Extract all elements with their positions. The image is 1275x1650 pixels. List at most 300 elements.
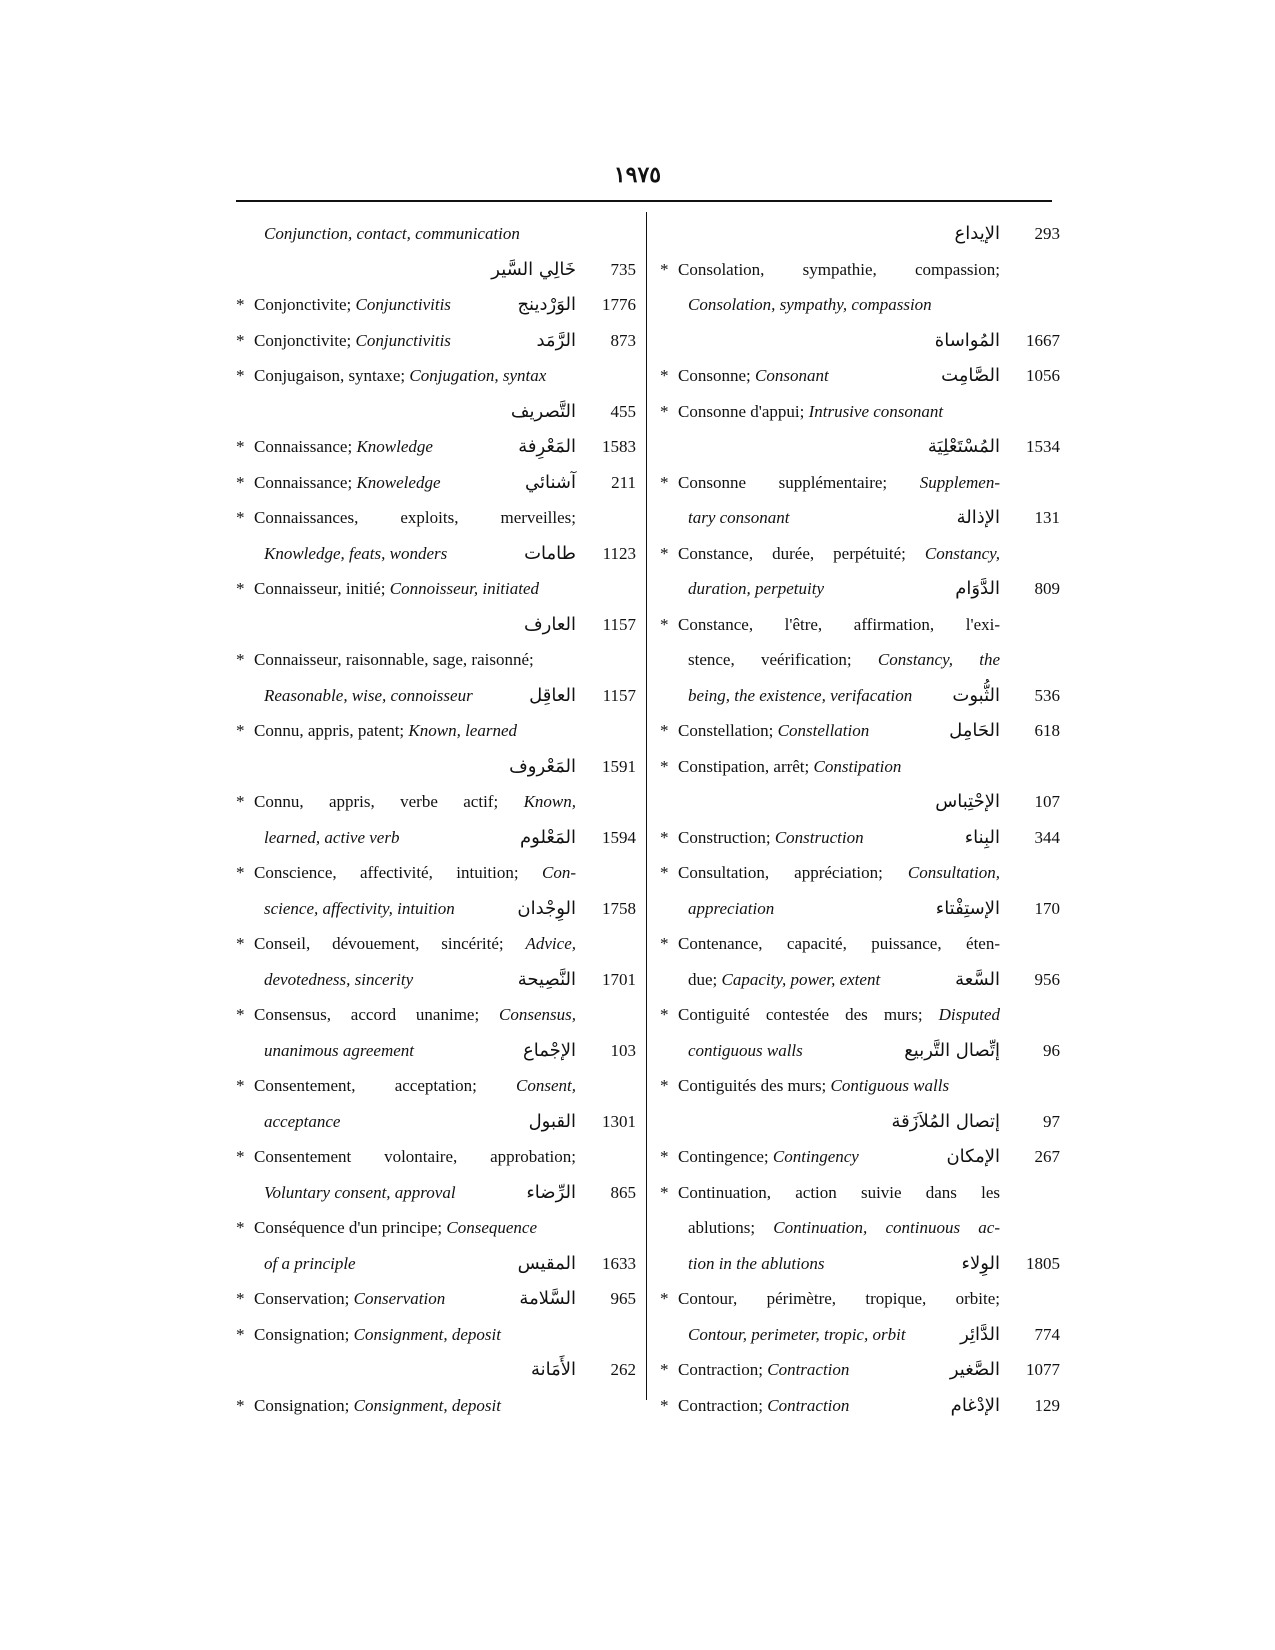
- english-term: Consonant: [754, 366, 829, 385]
- page-reference: 1301: [602, 1111, 636, 1131]
- entry-line: [236, 855, 636, 891]
- page-reference: 965: [610, 1289, 636, 1308]
- entry-line: [236, 252, 636, 288]
- entry-text: [688, 1317, 906, 1353]
- entry-line: [236, 891, 636, 927]
- french-term: Conjonctivite;: [254, 295, 356, 314]
- entry-line: [236, 394, 636, 430]
- english-term: learned, active verb: [264, 827, 400, 847]
- arabic-term: الصَّامِت: [941, 365, 1000, 386]
- french-term: Connu, appris, verbe actif;: [254, 792, 524, 811]
- entry-line: [236, 536, 636, 572]
- english-term: Voluntary consent, approval: [264, 1182, 456, 1202]
- english-term: Constellation: [777, 721, 870, 740]
- english-term: Continuation, continuous ac-: [773, 1218, 1001, 1237]
- entry-line: [660, 891, 1060, 927]
- entry-text: [254, 358, 576, 394]
- entry-line: [236, 749, 636, 785]
- entry-text: [264, 678, 473, 714]
- entry-text: [678, 997, 1000, 1033]
- english-term: Known, learned: [408, 721, 518, 740]
- french-term: Connaissances, exploits, merveilles;: [254, 508, 576, 527]
- english-term: Consignment, deposit: [353, 1395, 501, 1415]
- entry-marker: *: [236, 472, 245, 492]
- entry-line: [660, 1068, 1060, 1104]
- entry-marker: *: [660, 366, 669, 385]
- entry-line: [236, 1139, 636, 1175]
- english-term: Constancy, the: [877, 650, 1000, 669]
- english-term: Construction: [774, 827, 864, 847]
- entry-line: [236, 1210, 636, 1246]
- entry-line: [660, 1352, 1060, 1388]
- english-term: Constancy,: [924, 543, 1000, 563]
- french-term: Connaisseur, raisonnable, sage, raisonné;: [254, 650, 534, 669]
- entry-line: [236, 820, 636, 856]
- entry-line: [236, 429, 636, 465]
- french-term: Contenance, capacité, puissance, éten-: [678, 934, 1000, 953]
- english-term: Consignment, deposit: [353, 1324, 501, 1344]
- entry-text: [254, 855, 576, 891]
- arabic-term: الأَمَانة: [530, 1359, 576, 1380]
- entry-line: [660, 1033, 1060, 1069]
- french-term: Consonne;: [678, 366, 755, 385]
- english-term: Disputed: [938, 1005, 1000, 1024]
- entry-marker: *: [236, 1076, 245, 1095]
- page-reference: 1805: [1026, 1253, 1060, 1273]
- french-term: Contingence;: [678, 1147, 773, 1166]
- french-term: Continuation, action suivie dans les: [678, 1182, 1000, 1202]
- arabic-term: المَعْروف: [509, 755, 576, 777]
- entry-marker: *: [660, 756, 669, 776]
- english-term: Consolation, sympathy, compassion: [688, 295, 932, 314]
- arabic-term: الإجْماع: [522, 1039, 576, 1061]
- entry-line: [236, 1281, 636, 1317]
- english-term: Conjunctivitis: [355, 295, 451, 314]
- english-term: Contraction: [767, 1395, 850, 1415]
- english-term: Conjunction, contact, communication: [264, 224, 520, 243]
- french-term: Consolation, sympathie, compassion;: [678, 259, 1000, 279]
- french-term: ablutions;: [688, 1218, 774, 1237]
- entry-line: [660, 749, 1060, 785]
- page-reference: 103: [610, 1040, 636, 1060]
- entry-text: [678, 465, 1000, 501]
- french-term: due;: [688, 969, 722, 989]
- entry-line: [236, 962, 636, 998]
- entry-marker: *: [236, 934, 245, 953]
- entry-marker: *: [660, 1395, 669, 1415]
- entry-line: [660, 678, 1060, 714]
- arabic-term: الإيداع: [954, 223, 1000, 244]
- page-reference: 262: [610, 1360, 636, 1379]
- french-term: Conjugaison, syntaxe;: [254, 366, 410, 385]
- entry-marker: *: [236, 295, 245, 314]
- page-reference: 1534: [1026, 437, 1060, 456]
- entry-text: [264, 216, 576, 252]
- entry-line: [660, 429, 1060, 465]
- english-term: Conjugation, syntax: [409, 366, 547, 385]
- entry-line: [236, 1068, 636, 1104]
- french-term: Consignation;: [254, 1324, 354, 1344]
- entry-line: [660, 607, 1060, 643]
- page-reference: 1077: [1026, 1360, 1060, 1379]
- page-reference: 1157: [602, 685, 636, 705]
- entry-text: [254, 1388, 576, 1424]
- english-term: tion in the ablutions: [688, 1253, 825, 1273]
- entry-line: [660, 500, 1060, 536]
- english-term: Knoweledge: [356, 472, 441, 492]
- french-term: Constellation;: [678, 721, 778, 740]
- entry-text: [264, 1104, 461, 1140]
- entry-text: [688, 1033, 885, 1069]
- entry-marker: *: [660, 721, 669, 740]
- entry-line: [236, 216, 636, 252]
- entry-line: [236, 713, 636, 749]
- entry-text: [678, 394, 1000, 430]
- entry-text: [254, 571, 576, 607]
- entry-line: [660, 1388, 1060, 1424]
- english-term: Consensus,: [499, 1005, 576, 1024]
- page-reference: 774: [1034, 1324, 1060, 1344]
- entry-marker: *: [236, 1147, 245, 1166]
- entry-marker: *: [236, 863, 245, 882]
- arabic-term: السَّلامة: [519, 1288, 576, 1309]
- page-reference: 735: [610, 259, 636, 279]
- arabic-term: الرَّمَد: [536, 329, 576, 351]
- entry-text: [678, 1281, 1000, 1317]
- arabic-term: طامات: [524, 542, 576, 564]
- entry-text: [678, 607, 1000, 643]
- french-term: Conséquence d'un principe;: [254, 1218, 447, 1237]
- entry-line: [236, 1033, 636, 1069]
- entry-line: [660, 855, 1060, 891]
- arabic-term: الدَّوَام: [955, 578, 1000, 599]
- entry-line: [236, 1388, 636, 1424]
- english-term: Intrusive consonant: [808, 401, 944, 421]
- entry-line: [660, 784, 1060, 820]
- english-term: Contraction: [767, 1360, 850, 1379]
- entry-line: [236, 500, 636, 536]
- entry-text: [678, 536, 1000, 572]
- french-term: Contraction;: [678, 1395, 768, 1415]
- entry-text: [254, 323, 461, 359]
- english-term: acceptance: [264, 1111, 341, 1131]
- arabic-term: الرِّضاء: [526, 1181, 576, 1203]
- entry-text: [254, 784, 576, 820]
- entry-marker: *: [236, 721, 245, 740]
- english-term: Connoisseur, initiated: [389, 579, 540, 598]
- page-reference: 1123: [602, 543, 636, 563]
- entry-line: [236, 1352, 636, 1388]
- french-term: Connaissance;: [254, 437, 357, 456]
- entry-text: [264, 962, 461, 998]
- entry-line: [660, 252, 1060, 288]
- entry-text: [254, 642, 576, 678]
- entry-line: [660, 713, 1060, 749]
- entry-text: [678, 820, 885, 856]
- entry-line: [236, 1104, 636, 1140]
- entry-marker: *: [660, 259, 669, 279]
- page-reference: 956: [1034, 969, 1060, 989]
- english-term: science, affectivity, intuition: [264, 898, 455, 918]
- entry-text: [688, 1210, 1000, 1246]
- entry-text: [678, 713, 885, 749]
- english-term: contiguous walls: [688, 1040, 803, 1060]
- french-term: Constance, l'être, affirmation, l'exi-: [678, 614, 1000, 634]
- page-reference: 96: [1043, 1040, 1060, 1060]
- arabic-term: إتِّصال التَّربيع: [904, 1039, 1000, 1061]
- english-term: Knowledge, feats, wonders: [264, 543, 448, 563]
- page-reference: 344: [1034, 827, 1060, 847]
- entry-text: [678, 1139, 885, 1175]
- english-term: Supplemen-: [919, 472, 1000, 492]
- entry-line: [660, 287, 1060, 323]
- entry-text: [678, 1175, 1000, 1211]
- entry-line: [236, 642, 636, 678]
- page-reference: 1583: [602, 437, 636, 456]
- arabic-term: التَّصريف: [510, 400, 576, 422]
- page-reference: 107: [1034, 792, 1060, 811]
- page-reference: 1701: [602, 969, 636, 989]
- entry-line: [660, 216, 1060, 252]
- entry-text: [264, 820, 461, 856]
- arabic-term: السَّعة: [955, 968, 1000, 990]
- french-term: Connaissance;: [254, 472, 357, 492]
- entry-marker: *: [236, 579, 245, 598]
- french-term: Contraction;: [678, 1360, 768, 1379]
- entry-text: [264, 1175, 461, 1211]
- arabic-term: الوِجْدان: [517, 897, 576, 919]
- entry-marker: *: [660, 827, 669, 847]
- english-term: Knowledge: [356, 437, 433, 456]
- french-term: Consentement volontaire, approbation;: [254, 1147, 576, 1166]
- page-reference: 873: [610, 330, 636, 350]
- english-term: of a principle: [264, 1253, 356, 1273]
- french-term: Consensus, accord unanime;: [254, 1005, 500, 1024]
- french-term: Conseil, dévouement, sincérité;: [254, 934, 526, 953]
- page-reference: 1633: [602, 1253, 636, 1273]
- entry-line: [236, 926, 636, 962]
- english-term: Con-: [542, 863, 576, 882]
- entry-marker: *: [660, 543, 669, 563]
- entry-line: [660, 1317, 1060, 1353]
- arabic-term: العارف: [523, 613, 576, 635]
- english-term: Advice,: [525, 934, 576, 953]
- entry-marker: *: [660, 472, 669, 492]
- english-term: unanimous agreement: [264, 1040, 414, 1060]
- english-term: Consultation,: [907, 863, 1000, 882]
- right-column: [660, 216, 1060, 1423]
- entry-text: [678, 855, 1000, 891]
- page-reference: 536: [1034, 685, 1060, 705]
- entry-text: [688, 287, 1000, 323]
- page-reference: 1591: [602, 756, 636, 776]
- english-term: Contour, perimeter, tropic, orbit: [688, 1324, 906, 1344]
- entry-line: [660, 820, 1060, 856]
- french-term: Connaisseur, initié;: [254, 579, 390, 598]
- french-term: stence, veérification;: [688, 650, 878, 669]
- page-reference: 267: [1034, 1147, 1060, 1166]
- entry-line: [660, 997, 1060, 1033]
- english-term: Contingency: [772, 1147, 859, 1166]
- entry-line: [660, 394, 1060, 430]
- french-term: Consentement, acceptation;: [254, 1076, 517, 1095]
- arabic-term: الإدْغام: [950, 1394, 1000, 1416]
- entry-line: [660, 962, 1060, 998]
- french-term: Consignation;: [254, 1395, 354, 1415]
- entry-marker: *: [236, 1218, 245, 1237]
- entry-marker: *: [660, 401, 669, 421]
- entry-marker: *: [660, 934, 669, 953]
- arabic-term: الإذالة: [956, 507, 1000, 528]
- page-reference: 1157: [602, 614, 636, 634]
- entry-text: [254, 1210, 576, 1246]
- entry-text: [264, 536, 461, 572]
- entry-line: [660, 465, 1060, 501]
- entry-text: [264, 891, 461, 927]
- entry-marker: *: [236, 1395, 245, 1415]
- entry-line: [660, 1210, 1060, 1246]
- entry-line: [236, 571, 636, 607]
- entry-marker: *: [236, 508, 245, 527]
- arabic-term: الحَامِل: [949, 720, 1000, 741]
- page-reference: 455: [610, 401, 636, 421]
- entry-marker: *: [236, 330, 245, 350]
- arabic-term: الوِلاء: [961, 1252, 1000, 1274]
- arabic-term: الوَرْدينج: [517, 294, 576, 315]
- page-reference: 211: [611, 472, 636, 492]
- page-reference: 131: [1034, 508, 1060, 527]
- page-number: ١٩٧٥: [613, 162, 662, 187]
- arabic-term: خَالِي السَّير: [491, 258, 576, 280]
- entry-line: [236, 358, 636, 394]
- french-term: Consonne d'appui;: [678, 401, 809, 421]
- entry-text: [688, 1246, 885, 1282]
- entry-text: [678, 252, 1000, 288]
- entry-line: [660, 1139, 1060, 1175]
- arabic-term: الثُّبوت: [952, 684, 1000, 706]
- entry-text: [688, 962, 885, 998]
- french-term: Connu, appris, patent;: [254, 721, 409, 740]
- entry-line: [660, 1104, 1060, 1140]
- entry-marker: *: [236, 1005, 245, 1024]
- entry-marker: *: [660, 1289, 669, 1308]
- entry-text: [254, 1139, 576, 1175]
- entry-marker: *: [660, 614, 669, 634]
- entry-text: [688, 500, 885, 536]
- entry-text: [254, 465, 461, 501]
- page-reference: 618: [1034, 721, 1060, 740]
- french-term: Consonne supplémentaire;: [678, 472, 920, 492]
- page-reference: 97: [1043, 1111, 1060, 1131]
- entry-line: [236, 607, 636, 643]
- entry-text: [254, 1281, 461, 1317]
- arabic-term: العاقِل: [529, 684, 576, 706]
- header-rule: [236, 200, 1052, 202]
- entry-line: [660, 1246, 1060, 1282]
- entry-line: [660, 1175, 1060, 1211]
- english-term: duration, perpetuity: [688, 579, 824, 598]
- entry-text: [254, 500, 576, 536]
- entry-text: [254, 713, 576, 749]
- arabic-term: القبول: [528, 1110, 576, 1132]
- entry-text: [254, 926, 576, 962]
- entry-line: [660, 536, 1060, 572]
- french-term: Consultation, appréciation;: [678, 863, 908, 882]
- entry-text: [678, 1068, 1000, 1104]
- french-term: Constipation, arrêt;: [678, 756, 814, 776]
- entry-line: [660, 323, 1060, 359]
- entry-line: [660, 926, 1060, 962]
- entry-line: [236, 997, 636, 1033]
- entry-marker: *: [660, 863, 669, 882]
- entry-text: [688, 571, 885, 607]
- entry-line: [236, 287, 636, 323]
- entry-text: [678, 358, 885, 394]
- entry-marker: *: [236, 1324, 245, 1344]
- english-term: Consequence: [446, 1218, 538, 1237]
- entry-line: [660, 1281, 1060, 1317]
- page-reference: 293: [1034, 224, 1060, 243]
- entry-marker: *: [660, 1182, 669, 1202]
- arabic-term: الإمكان: [946, 1146, 1000, 1167]
- english-term: being, the existence, verifacation: [688, 685, 913, 705]
- entry-text: [264, 1033, 461, 1069]
- page-reference: 129: [1034, 1395, 1060, 1415]
- entry-marker: *: [660, 1076, 669, 1095]
- entry-marker: *: [236, 437, 245, 456]
- entry-line: [236, 1246, 636, 1282]
- entry-line: [236, 678, 636, 714]
- entry-marker: *: [236, 650, 245, 669]
- english-term: Capacity, power, extent: [721, 969, 881, 989]
- entry-marker: *: [236, 1289, 245, 1308]
- arabic-term: المَعْلوم: [520, 826, 576, 848]
- french-term: Contiguités des murs;: [678, 1076, 831, 1095]
- french-term: Conscience, affectivité, intuition;: [254, 863, 542, 882]
- left-column: [236, 216, 636, 1423]
- entry-marker: *: [660, 1360, 669, 1379]
- entry-text: [688, 678, 913, 714]
- french-term: Contour, périmètre, tropique, orbite;: [678, 1289, 1000, 1308]
- arabic-term: الصَّغير: [949, 1359, 1000, 1380]
- arabic-term: المَعْرِفة: [518, 436, 576, 457]
- page-reference: 1758: [602, 898, 636, 918]
- french-term: Conservation;: [254, 1289, 354, 1308]
- page-reference: 809: [1034, 579, 1060, 598]
- arabic-term: النَّصِيحة: [517, 968, 576, 990]
- french-term: Contiguité contestée des murs;: [678, 1005, 939, 1024]
- page-reference: 1667: [1026, 330, 1060, 350]
- entry-line: [236, 323, 636, 359]
- page-reference: 865: [610, 1182, 636, 1202]
- entry-marker: *: [660, 1005, 669, 1024]
- entry-line: [660, 571, 1060, 607]
- arabic-term: المُسْتَعْلِيَة: [927, 436, 1000, 457]
- entry-text: [254, 429, 461, 465]
- english-term: Consent,: [516, 1076, 576, 1095]
- entry-text: [688, 642, 1000, 678]
- entry-text: [678, 749, 1000, 785]
- column-divider: [646, 212, 647, 1400]
- entry-text: [678, 1352, 885, 1388]
- entry-text: [254, 1068, 576, 1104]
- page-reference: 1056: [1026, 366, 1060, 385]
- entry-text: [678, 1388, 885, 1424]
- entry-line: [236, 465, 636, 501]
- english-term: Reasonable, wise, connoisseur: [264, 685, 473, 705]
- french-term: Conjonctivite;: [254, 330, 356, 350]
- entry-line: [236, 784, 636, 820]
